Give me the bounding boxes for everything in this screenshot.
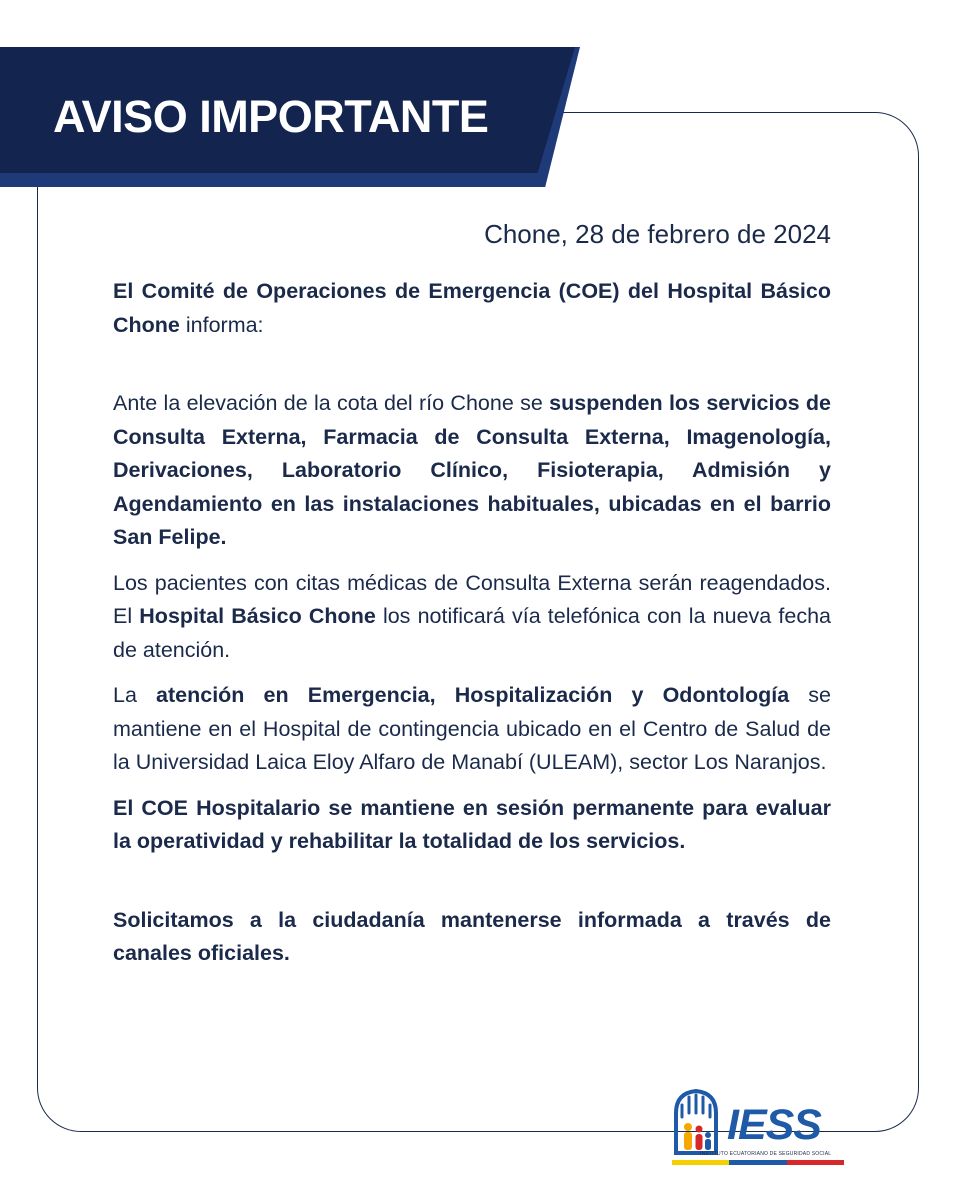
official-channels-bold: Solicitamos a la ciudadanía mantenerse informada a través de canales oficiales. [113,907,831,965]
reschedule-rest: los notificará vía telefónica con la nueva fecha de atención. [113,604,832,662]
flag-red [787,1160,844,1165]
suspension-lead: Ante la elevación de la cota del río Chone se [113,391,550,415]
flag-yellow [672,1160,729,1165]
page-title: AVISO IMPORTANTE [53,91,489,142]
intro-bold: El Comité de Operaciones de Emergencia (COE) del Hospital Básico Chone [113,279,831,337]
reschedule-paragraph [113,567,831,668]
contingency-paragraph [113,679,831,780]
notice-date: Chone, 28 de febrero de 2024 [484,219,831,249]
suspension-bold: suspenden los servicios de Consulta Externa, Farmacia de Consulta Externa, Imagenología, Derivaciones, Laboratorio Clínico, Fisioterapia, Admisión y Agendamiento en las instalaciones habituales, ubicadas en el barrio San Felipe. [113,391,831,549]
iess-logo-text: IESS [727,1101,821,1149]
suspension-paragraph [113,387,831,555]
iess-logo-subtitle: INSTITUTO ECUATORIANO DE SEGURIDAD SOCIAL [700,1151,832,1157]
coe-session-paragraph [113,792,831,859]
coe-session-bold: El COE Hospitalario se mantiene en sesión permanente para evaluar la operatividad y rehabilitar la totalidad de los servicios. [113,795,831,853]
contingency-bold: atención en Emergencia, Hospitalización y Odontología [156,683,790,707]
notice-body [113,217,831,971]
flag-stripe [672,1160,844,1165]
official-channels-paragraph [113,904,831,971]
contingency-rest: se mantiene en el Hospital de contingencia ubicado en el Centro de Salud de la Universidad Laica Eloy Alfaro de Manabí (ULEAM), sector Los Naranjos. [113,683,832,774]
reschedule-lead: Los pacientes con citas médicas de Consulta Externa serán reagendados. El [113,570,831,628]
contingency-lead: La [113,683,157,707]
intro-paragraph [113,275,831,342]
intro-rest: informa: [179,312,264,337]
flag-blue [729,1160,786,1165]
reschedule-bold: Hospital Básico Chone [139,604,376,628]
